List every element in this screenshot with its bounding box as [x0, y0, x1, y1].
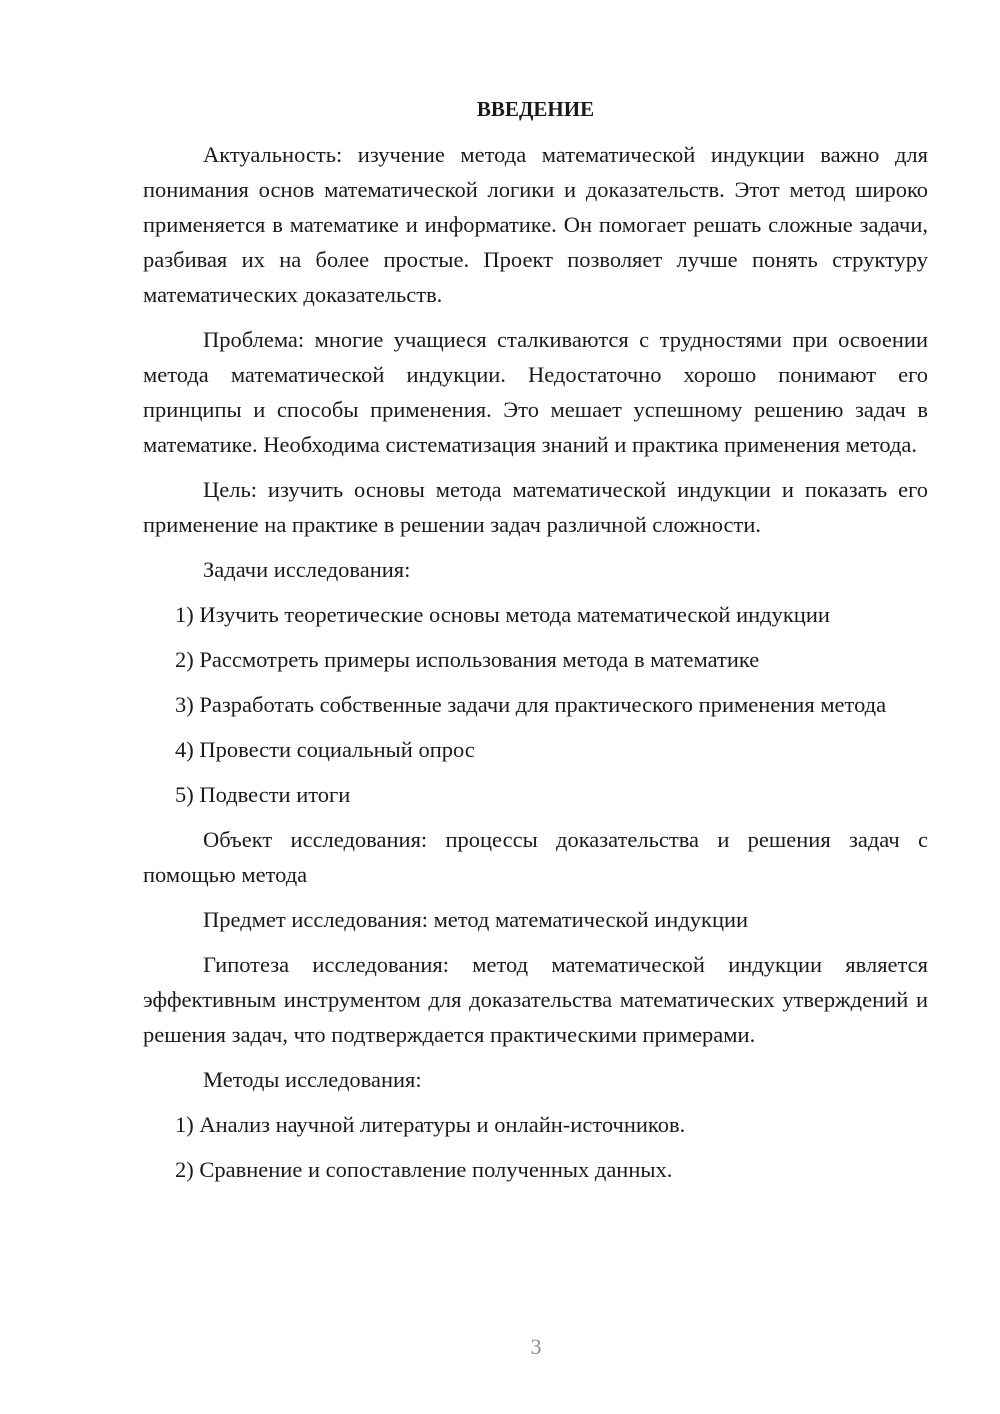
- object-paragraph: Объект исследования: процессы доказательства и решения задач с помощью метода: [143, 827, 928, 887]
- problem-paragraph: Проблема: многие учащиеся сталкиваются с трудностями при освоении метода математической индукции. Недостаточно хорошо понимают его принципы и способы применения. Это мешает успешному решению задач в математике. Необходима систематизация знаний и практика применения метода.: [143, 327, 928, 457]
- section-heading: ВВЕДЕНИЕ: [476, 97, 595, 121]
- subject-paragraph: Предмет исследования: метод математической индукции: [203, 907, 749, 932]
- goal-paragraph: Цель: изучить основы метода математической индукции и показать его применение на практике в решении задач различной сложности.: [143, 477, 928, 537]
- tasks-title: Задачи исследования:: [203, 557, 411, 582]
- method-item: 1) Анализ научной литературы и онлайн-источников.: [175, 1112, 686, 1137]
- relevance-paragraph: Актуальность: изучение метода математической индукции важно для понимания основ математической логики и доказательств. Этот метод широко применяется в математике и информатике. Он помогает решать сложные задачи, разбивая их на более простые. Проект позволяет лучше понять структуру математических доказательств.: [143, 142, 928, 307]
- method-item: 2) Сравнение и сопоставление полученных данных.: [175, 1157, 673, 1182]
- task-item: 5) Подвести итоги: [175, 782, 351, 807]
- task-item: 1) Изучить теоретические основы метода математической индукции: [175, 602, 830, 627]
- task-item: 4) Провести социальный опрос: [175, 737, 475, 762]
- methods-title: Методы исследования:: [203, 1067, 422, 1092]
- task-item: 3) Разработать собственные задачи для практического применения метода: [175, 692, 887, 717]
- hypothesis-paragraph: Гипотеза исследования: метод математической индукции является эффективным инструментом для доказательства математических утверждений и решения задач, что подтверждается практическими примерами.: [143, 952, 928, 1047]
- page-number: 3: [530, 1334, 542, 1359]
- page-content: [143, 92, 928, 1197]
- task-item: 2) Рассмотреть примеры использования метода в математике: [175, 647, 760, 672]
